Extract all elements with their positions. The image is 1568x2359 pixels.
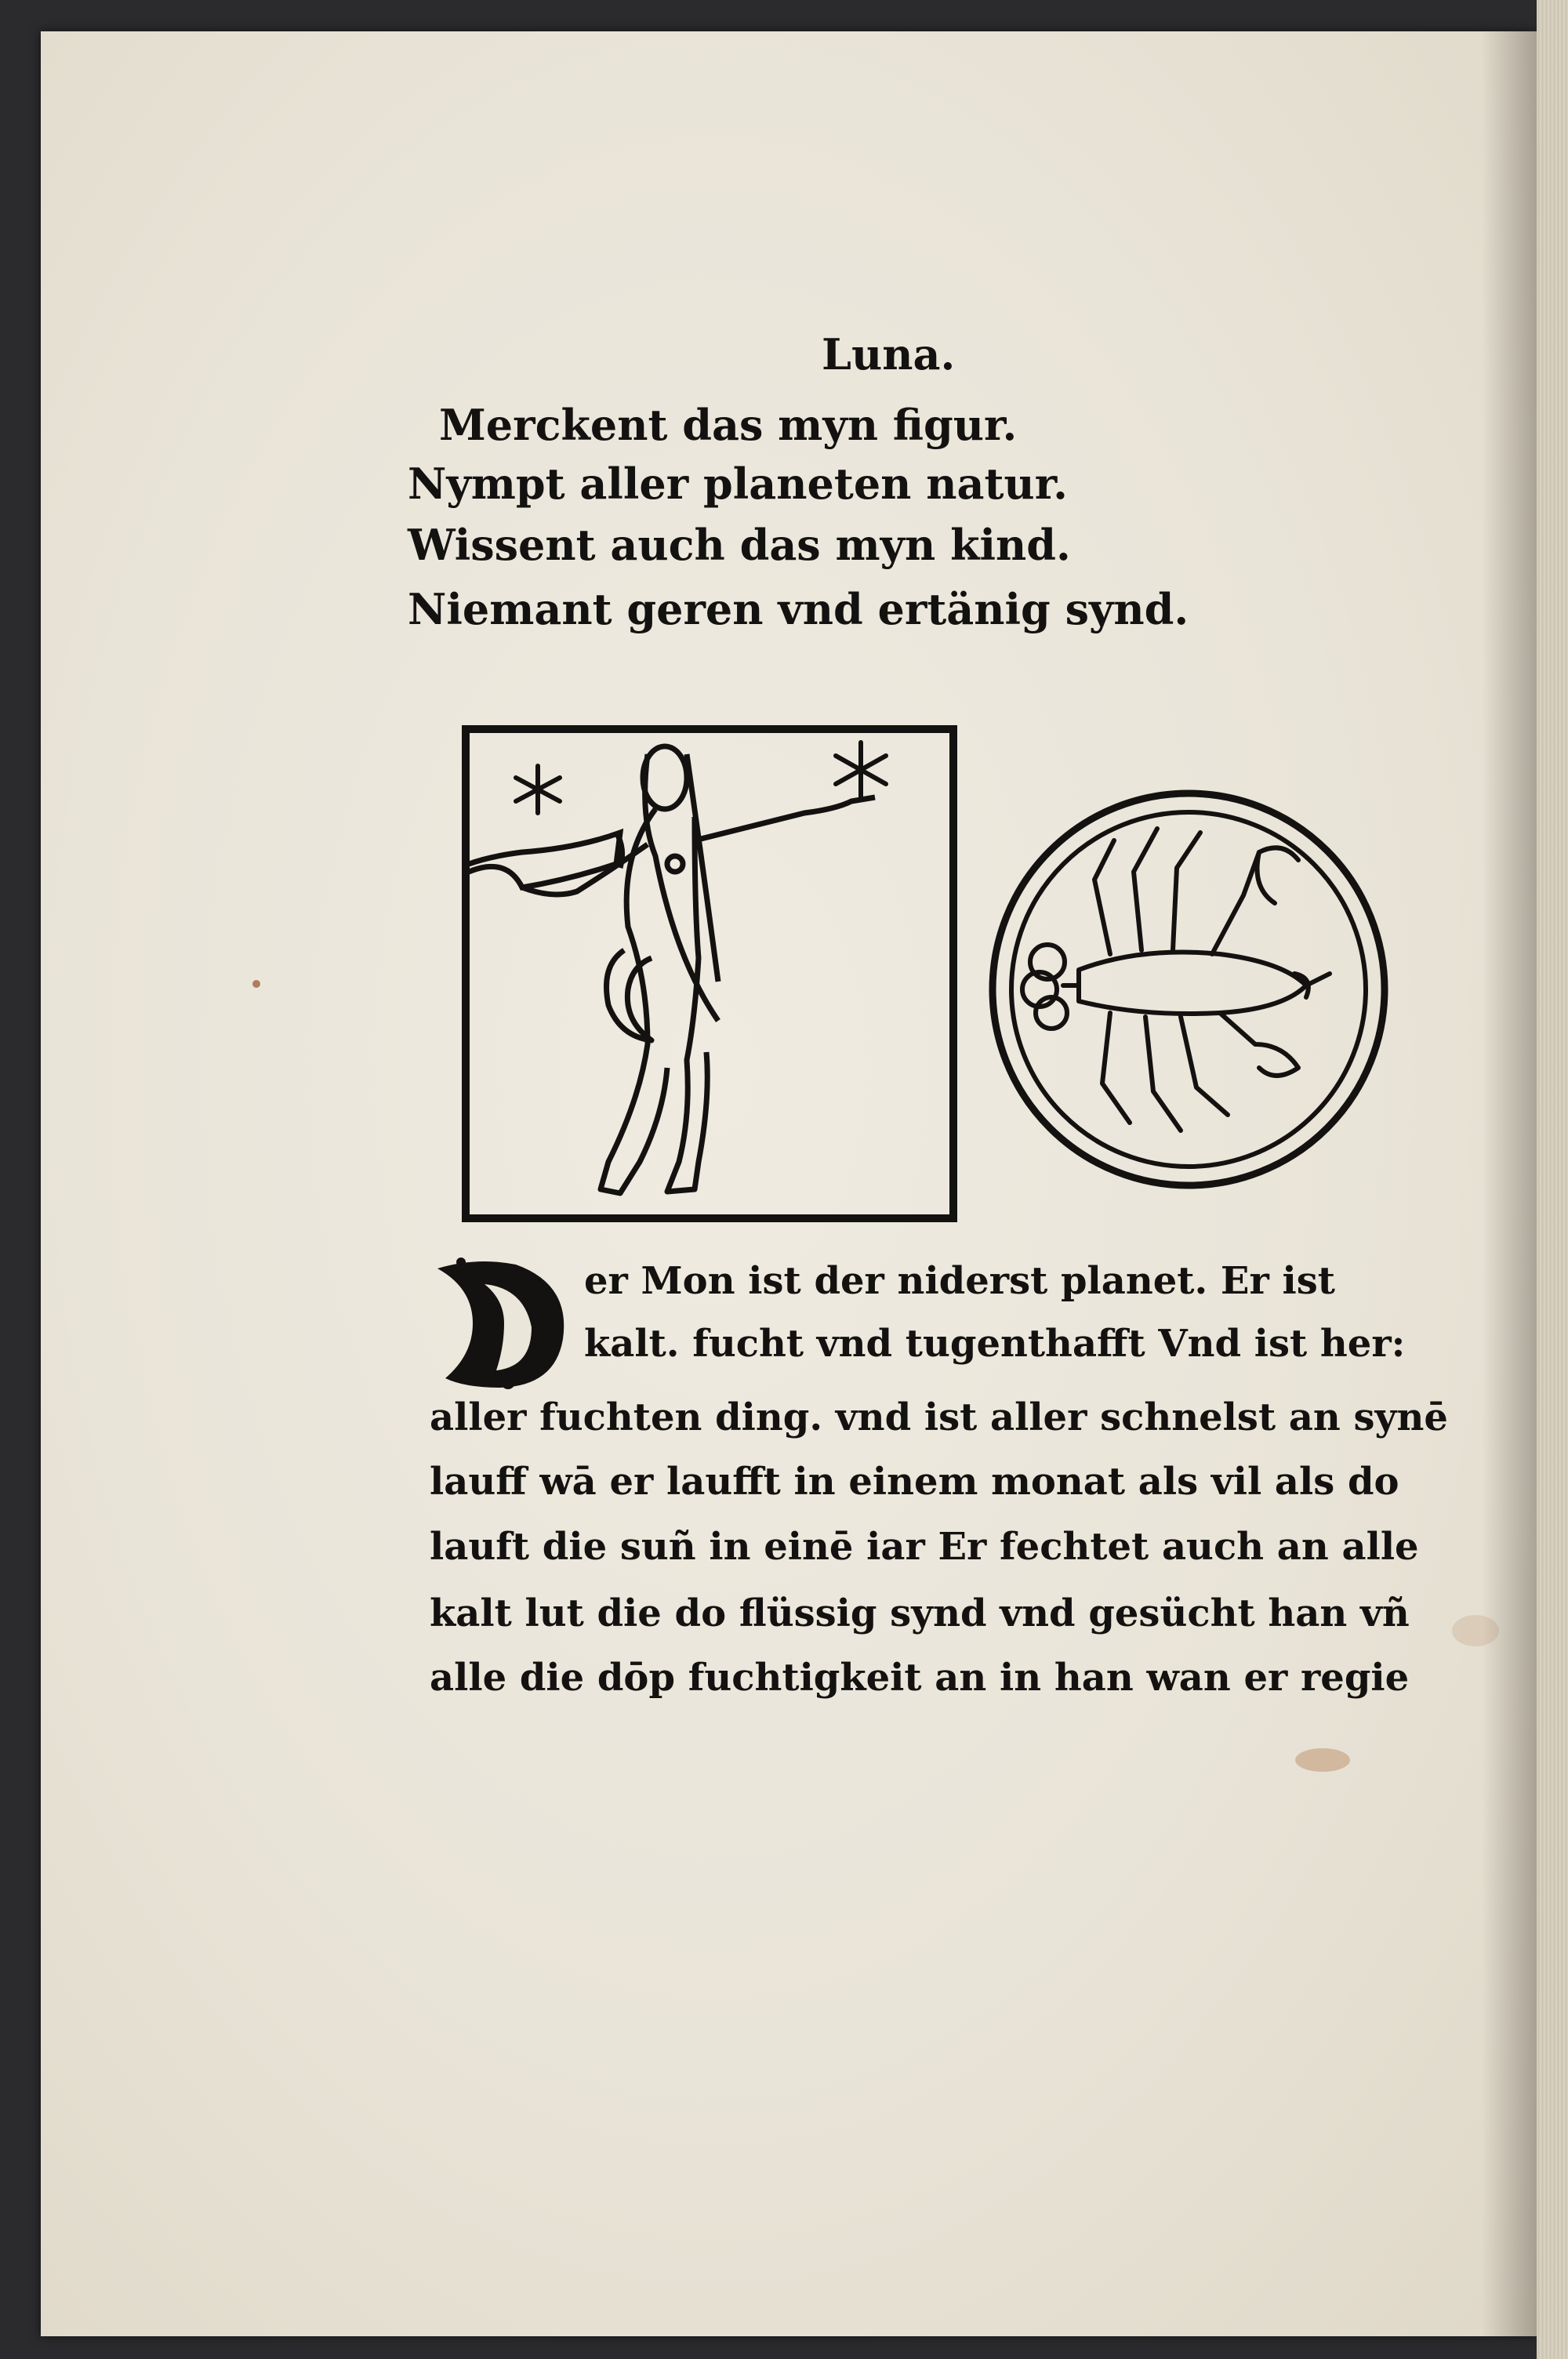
woman-figure-icon: [522, 746, 875, 1193]
following-pages-edge: [1537, 0, 1568, 2359]
verse-line: Wissent auch das myn kind.: [408, 520, 1071, 570]
prose-line: er Mon ist der niderst planet. Er ist: [584, 1259, 1335, 1303]
foxing-stain: [1452, 1615, 1499, 1646]
prose-line: kalt lut die do flüssig synd vnd gesücht han vñ: [430, 1591, 1410, 1635]
prose-line: lauft die suñ in einē iar Er fechtet auch an alle: [430, 1525, 1419, 1569]
verse-line: Nympt aller planeten natur.: [408, 459, 1068, 509]
verse-line: Merckent das myn figur.: [439, 400, 1018, 450]
star-left-icon: [516, 766, 560, 813]
foxing-stain: [1295, 1748, 1350, 1772]
verse-line: Niemant geren vnd ertänig synd.: [408, 584, 1189, 634]
prose-line: alle die dōp fuchtigkeit an in han wan er regie: [430, 1656, 1410, 1700]
star-right-icon: [836, 742, 886, 797]
decorated-initial-d: [430, 1253, 579, 1394]
foxing-stain: [252, 980, 260, 988]
prose-line: aller fuchten ding. vnd ist aller schnelst an synē: [430, 1395, 1448, 1439]
prose-line: lauff wā er laufft in einem monat als vil als do: [430, 1460, 1399, 1504]
medallion-inner-ring: [1011, 812, 1366, 1167]
page-heading: Luna.: [822, 329, 956, 379]
scorpion-icon: [1022, 829, 1330, 1131]
prose-line: kalt. fucht vnd tugenthafft Vnd ist her:: [584, 1322, 1406, 1366]
page-gutter-shadow: [1482, 31, 1537, 2336]
scorpion-medallion-illustration: [985, 786, 1392, 1193]
luna-woodcut-illustration: [459, 723, 960, 1225]
